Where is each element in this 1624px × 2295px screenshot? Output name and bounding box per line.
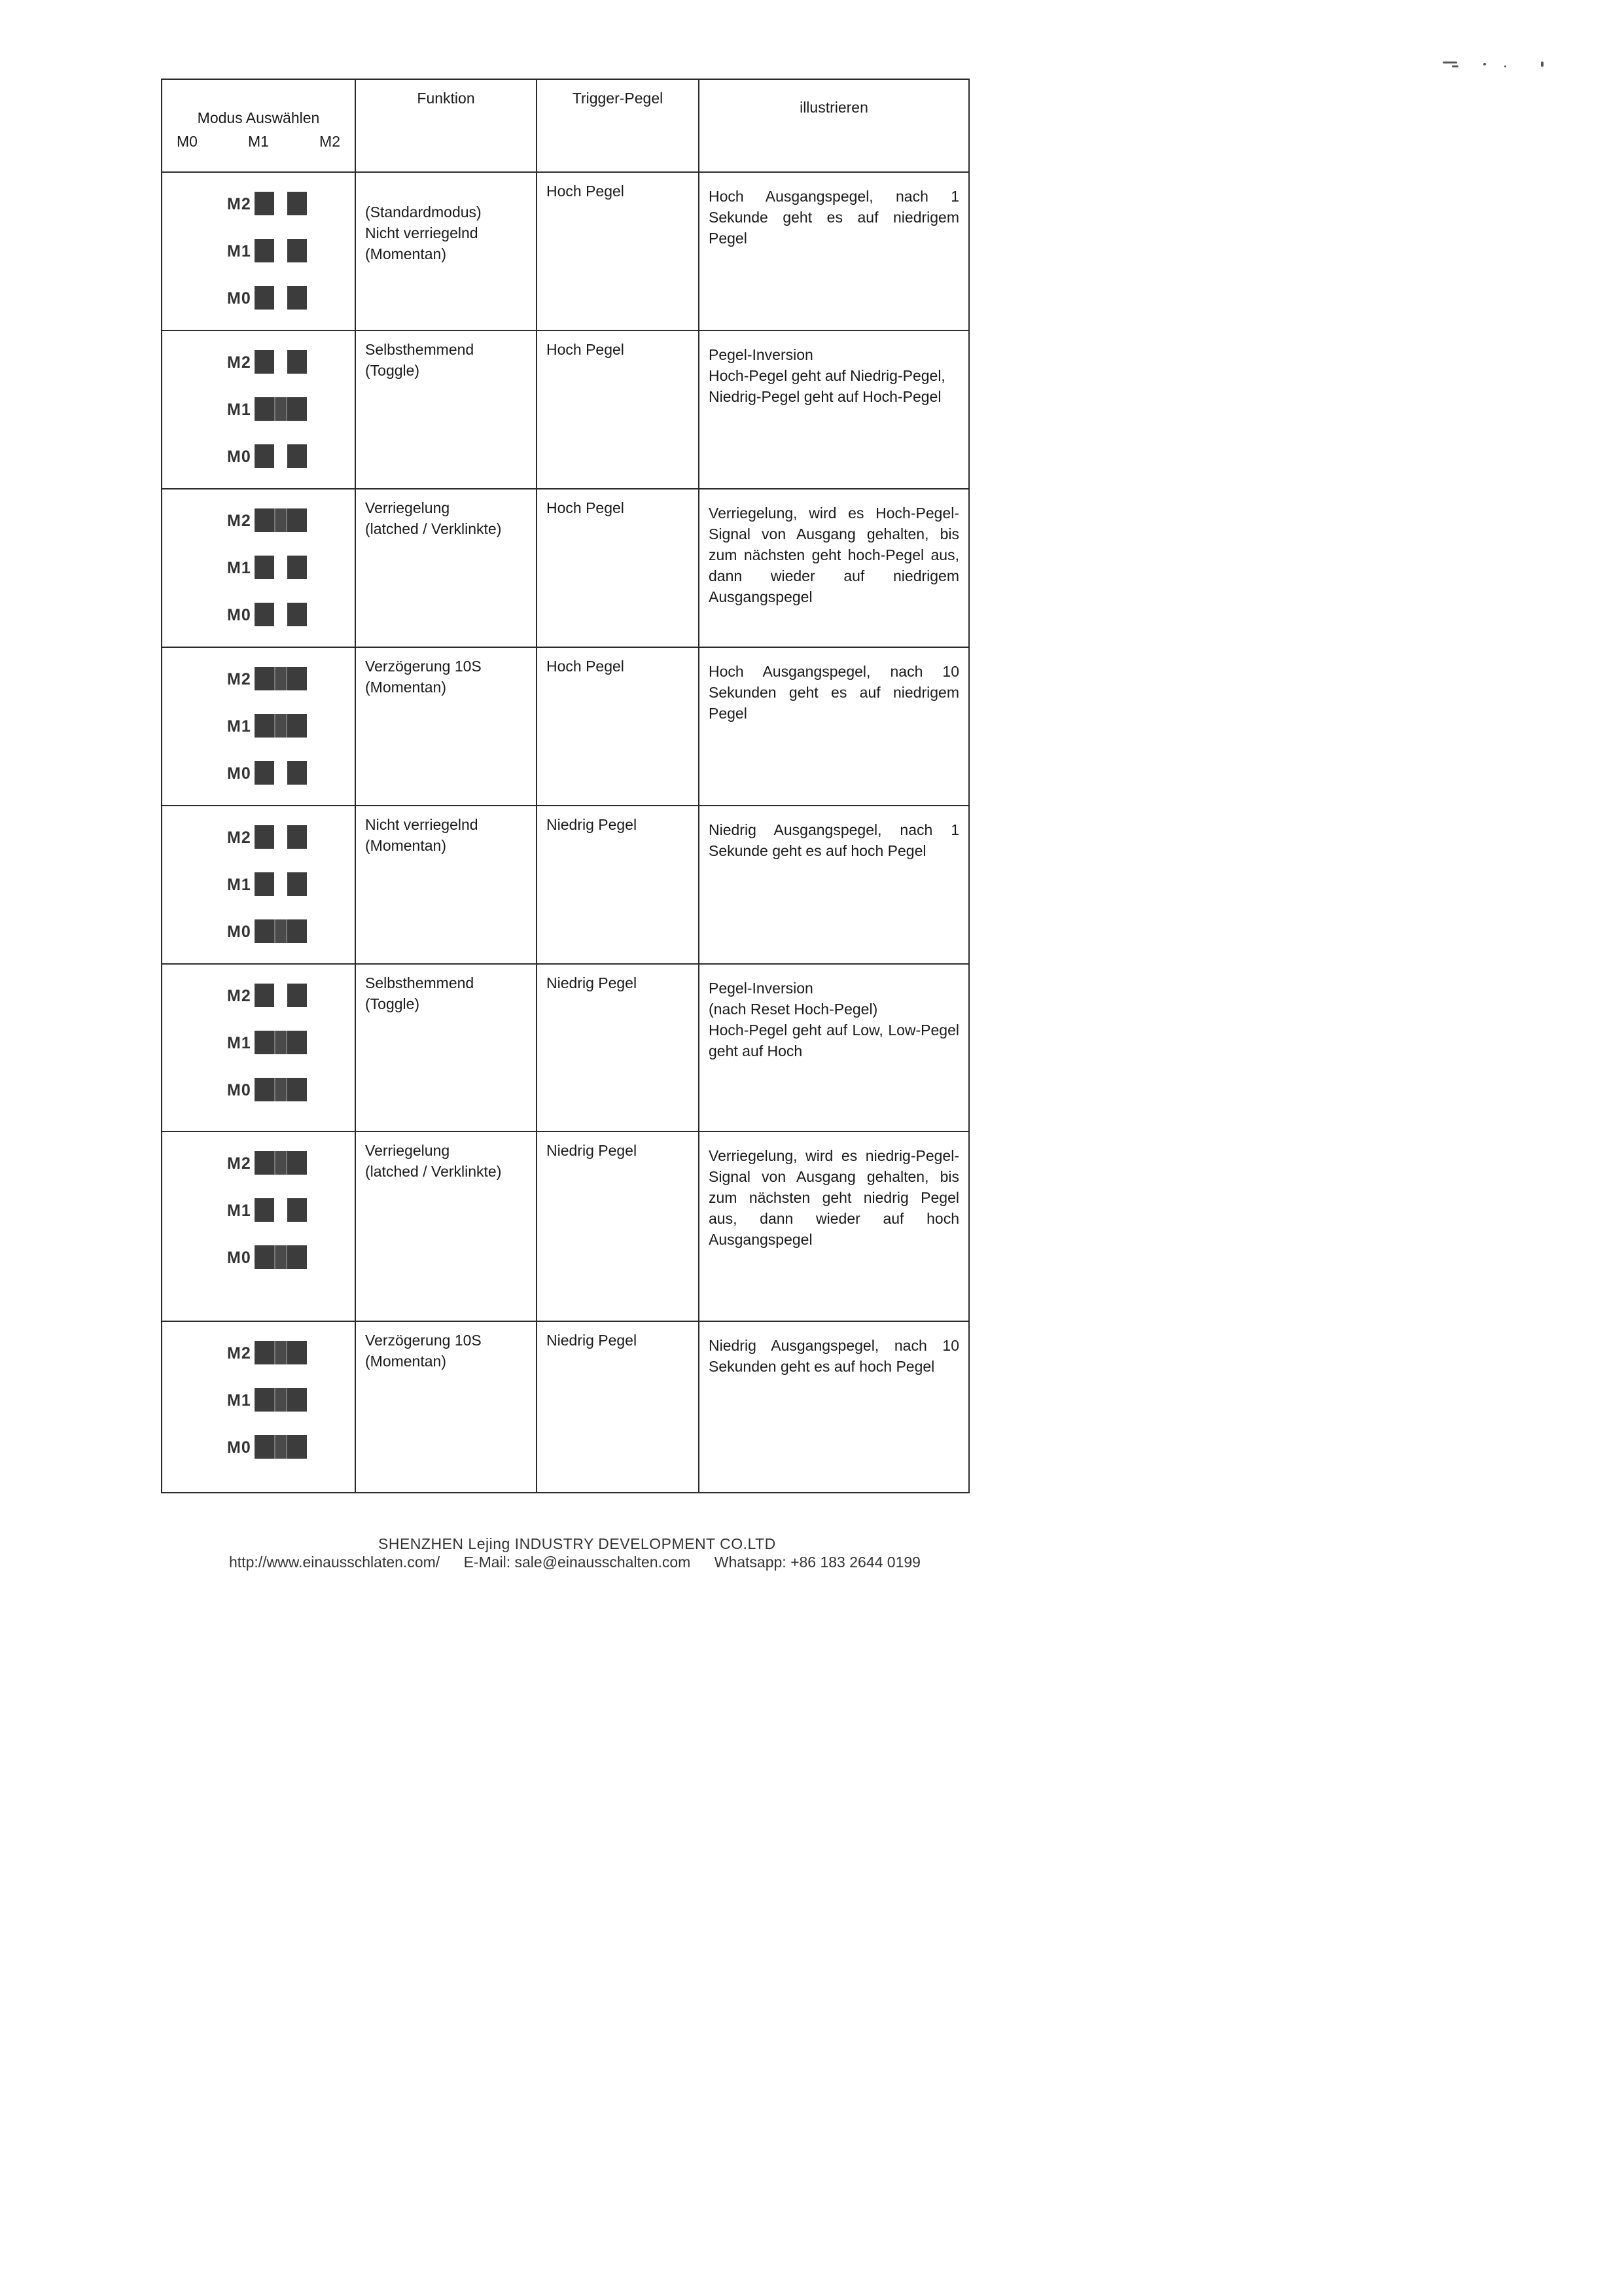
dip-switch-off-icon (255, 350, 307, 375)
dip-switch-on-icon (255, 1341, 307, 1366)
dip-switch-row (171, 972, 345, 1020)
dip-switch-row (171, 814, 345, 861)
dip-switch-label: M0 (227, 764, 251, 783)
funktion-line: Verriegelung (365, 1142, 450, 1159)
funktion-line: (Momentan) (365, 837, 446, 854)
dip-switch-row (171, 861, 345, 908)
illustrieren-cell (699, 1321, 969, 1493)
dip-switch-off-icon (255, 239, 307, 264)
funktion-line: Nicht verriegelnd (365, 224, 478, 241)
trigger-cell: Niedrig Pegel (537, 1131, 699, 1321)
table-row (162, 330, 969, 489)
table-header-row (162, 79, 969, 172)
dip-switch-label: M0 (227, 606, 251, 624)
footer-website[interactable]: http://www.einausschlaten.com/ (229, 1554, 440, 1571)
illustrieren-line: Hoch-Pegel geht auf Low, Low-Pegel geht auf Hoch (709, 1022, 959, 1059)
dip-switch-label: M2 (227, 512, 251, 530)
dip-switch-off-icon (255, 761, 307, 786)
trigger-cell: Hoch Pegel (537, 330, 699, 489)
footer-whatsapp: Whatsapp: +86 183 2644 0199 (714, 1554, 921, 1571)
funktion-cell (355, 489, 537, 647)
dip-switch-row (171, 497, 345, 544)
table-row (162, 172, 969, 330)
illustrieren-line: Pegel-Inversion (709, 980, 813, 997)
header-illustrieren: illustrieren (699, 79, 969, 172)
illustrieren-cell (699, 806, 969, 964)
footer-company: SHENZHEN Lejing INDUSTRY DEVELOPMENT CO.LTD (378, 1535, 776, 1552)
illustrieren-cell (699, 1131, 969, 1321)
dip-switch-row (171, 703, 345, 750)
dip-switch-off-icon (255, 872, 307, 897)
mode-switch-cell (162, 964, 355, 1131)
mode-switch-cell (162, 1131, 355, 1321)
illustrieren-cell (699, 172, 969, 330)
dip-switch-row (171, 1067, 345, 1114)
illustrieren-cell (699, 647, 969, 806)
dip-switch-off-icon (255, 825, 307, 850)
dip-switch-row (171, 1330, 345, 1377)
dip-switch-label: M0 (227, 1438, 251, 1457)
mode-table (161, 79, 970, 1493)
illustrieren-cell (699, 489, 969, 647)
dip-switch-on-icon (255, 667, 307, 692)
trigger-cell: Niedrig Pegel (537, 806, 699, 964)
funktion-line: Verzögerung 10S (365, 658, 482, 675)
dip-switch-label: M2 (227, 670, 251, 688)
illustrieren-line: Verriegelung, wird es niedrig-Pegel-Signal von Ausgang gehalten, bis zum nächsten geht niedrig Pegel aus, dann wieder auf hoch Ausgangspegel (709, 1147, 959, 1248)
dip-switch-label: M2 (227, 1344, 251, 1362)
dip-switch-row (171, 544, 345, 592)
trigger-cell: Hoch Pegel (537, 647, 699, 806)
dip-switch-row (171, 1020, 345, 1067)
footer-email[interactable]: E-Mail: sale@einausschalten.com (463, 1554, 691, 1571)
dip-switch-off-icon (255, 603, 307, 628)
dip-switch-label: M2 (227, 1154, 251, 1173)
dip-switch-label: M0 (227, 1249, 251, 1267)
funktion-cell (355, 330, 537, 489)
dip-switch-on-icon (255, 1435, 307, 1460)
header-modus-switches (171, 131, 345, 152)
mode-switch-cell (162, 647, 355, 806)
mode-switch-cell (162, 330, 355, 489)
header-funktion: Funktion (355, 79, 537, 172)
dip-switch-row (171, 1377, 345, 1424)
table-row (162, 647, 969, 806)
illustrieren-line: Verriegelung, wird es Hoch-Pegel-Signal von Ausgang gehalten, bis zum nächsten geht hoch-Pegel aus, dann wieder auf niedrigem Ausgangspegel (709, 505, 959, 605)
dip-switch-row (171, 433, 345, 480)
dip-switch-label: M0 (227, 923, 251, 941)
funktion-cell (355, 1131, 537, 1321)
table-row (162, 1321, 969, 1493)
funktion-line: Verzögerung 10S (365, 1332, 482, 1349)
dip-switch-row (171, 386, 345, 433)
dip-switch-on-icon (255, 1031, 307, 1056)
header-m2: M2 (319, 133, 340, 150)
illustrieren-line: Pegel-Inversion (709, 346, 813, 363)
dip-switch-label: M2 (227, 353, 251, 372)
funktion-line: (Momentan) (365, 245, 446, 262)
header-modus-title: Modus Auswählen (197, 109, 320, 126)
dip-switch-on-icon (255, 919, 307, 944)
dip-switch-row (171, 339, 345, 386)
funktion-line: (latched / Verklinkte) (365, 1163, 502, 1180)
dip-switch-on-icon (255, 508, 307, 533)
dip-switch-off-icon (255, 286, 307, 311)
funktion-cell (355, 964, 537, 1131)
dip-switch-off-icon (255, 444, 307, 469)
dip-switch-row (171, 1187, 345, 1234)
funktion-cell (355, 806, 537, 964)
dip-switch-label: M2 (227, 828, 251, 847)
funktion-cell (355, 1321, 537, 1493)
scan-marks (1443, 58, 1554, 77)
dip-switch-row (171, 181, 345, 228)
trigger-cell: Niedrig Pegel (537, 964, 699, 1131)
dip-switch-label: M1 (227, 559, 251, 577)
header-modus (162, 79, 355, 172)
table-row (162, 489, 969, 647)
funktion-cell (355, 172, 537, 330)
funktion-line: Verriegelung (365, 499, 450, 516)
dip-switch-off-icon (255, 1198, 307, 1223)
funktion-line: (latched / Verklinkte) (365, 520, 502, 537)
dip-switch-row (171, 1234, 345, 1281)
funktion-line: (Toggle) (365, 995, 420, 1012)
illustrieren-line: Hoch-Pegel geht auf Niedrig-Pegel, (709, 367, 945, 384)
funktion-line: Selbsthemmend (365, 974, 474, 991)
dip-switch-row (171, 656, 345, 703)
dip-switch-row (171, 1140, 345, 1187)
illustrieren-line: Niedrig-Pegel geht auf Hoch-Pegel (709, 388, 942, 405)
dip-switch-off-icon (255, 556, 307, 580)
dip-switch-row (171, 275, 345, 322)
funktion-line: Selbsthemmend (365, 341, 474, 358)
table-body (162, 172, 969, 1493)
dip-switch-on-icon (255, 1388, 307, 1413)
dip-switch-label: M1 (227, 1201, 251, 1220)
header-m1: M1 (248, 133, 269, 150)
illustrieren-cell (699, 964, 969, 1131)
dip-switch-row (171, 908, 345, 955)
table-row (162, 964, 969, 1131)
dip-switch-off-icon (255, 192, 307, 217)
footer-contact (229, 1554, 1624, 1571)
trigger-cell: Niedrig Pegel (537, 1321, 699, 1493)
illustrieren-line: Niedrig Ausgangspegel, nach 10 Sekunden geht es auf hoch Pegel (709, 1337, 959, 1375)
funktion-line: (Momentan) (365, 679, 446, 696)
funktion-line: Nicht verriegelnd (365, 816, 478, 833)
dip-switch-on-icon (255, 397, 307, 422)
dip-switch-row (171, 592, 345, 639)
dip-switch-label: M0 (227, 289, 251, 308)
funktion-line: (Standardmodus) (365, 204, 482, 221)
dip-switch-on-icon (255, 1078, 307, 1103)
header-m0: M0 (177, 133, 198, 150)
header-trigger: Trigger-Pegel (537, 79, 699, 172)
funktion-line: (Momentan) (365, 1353, 446, 1370)
illustrieren-line: Hoch Ausgangspegel, nach 1 Sekunde geht es auf niedrigem Pegel (709, 188, 959, 247)
dip-switch-label: M1 (227, 717, 251, 736)
table-row (162, 806, 969, 964)
dip-switch-label: M1 (227, 400, 251, 419)
dip-switch-label: M0 (227, 448, 251, 466)
illustrieren-cell (699, 330, 969, 489)
dip-switch-on-icon (255, 714, 307, 739)
illustrieren-line: (nach Reset Hoch-Pegel) (709, 1001, 878, 1018)
illustrieren-line: Niedrig Ausgangspegel, nach 1 Sekunde geht es auf hoch Pegel (709, 821, 959, 859)
trigger-cell: Hoch Pegel (537, 489, 699, 647)
mode-switch-cell (162, 489, 355, 647)
dip-switch-off-icon (255, 984, 307, 1008)
dip-switch-label: M0 (227, 1081, 251, 1099)
dip-switch-label: M1 (227, 242, 251, 260)
trigger-cell: Hoch Pegel (537, 172, 699, 330)
mode-switch-cell (162, 1321, 355, 1493)
mode-switch-cell (162, 172, 355, 330)
dip-switch-label: M1 (227, 1391, 251, 1410)
dip-switch-row (171, 228, 345, 275)
dip-switch-label: M2 (227, 987, 251, 1005)
dip-switch-label: M1 (227, 1034, 251, 1052)
dip-switch-on-icon (255, 1151, 307, 1176)
dip-switch-on-icon (255, 1245, 307, 1270)
mode-switch-cell (162, 806, 355, 964)
funktion-cell (355, 647, 537, 806)
illustrieren-line: Hoch Ausgangspegel, nach 10 Sekunden geht es auf niedrigem Pegel (709, 663, 959, 722)
dip-switch-row (171, 750, 345, 797)
funktion-line: (Toggle) (365, 362, 420, 379)
dip-switch-label: M2 (227, 195, 251, 213)
dip-switch-row (171, 1424, 345, 1471)
dip-switch-label: M1 (227, 876, 251, 894)
table-row (162, 1131, 969, 1321)
